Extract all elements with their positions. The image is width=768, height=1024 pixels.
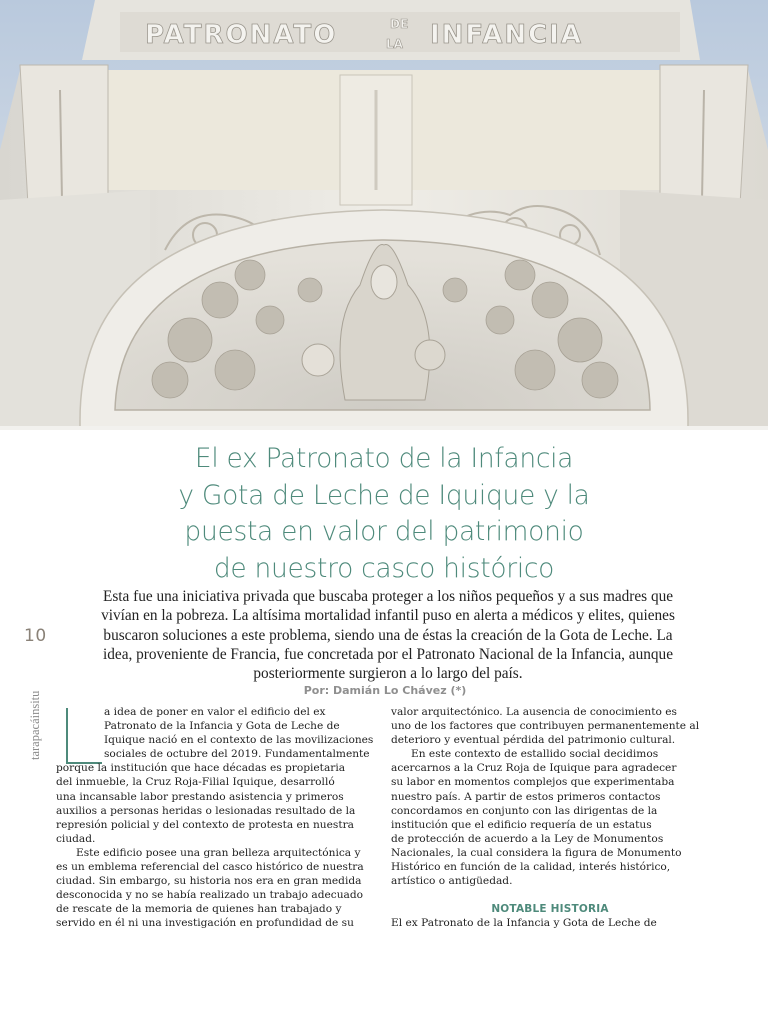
- page-number: 10: [24, 626, 47, 646]
- article-column-2: [391, 705, 709, 930]
- text-line: ciudad.: [56, 832, 96, 845]
- svg-text:DE: DE: [390, 17, 409, 31]
- svg-text:PATRONATO: PATRONATO: [145, 20, 338, 50]
- text-line: Nacionales, la cual considera la figura de Monumento: [391, 846, 682, 859]
- text-line: su labor en momentos complejos que experimentaba: [391, 776, 675, 789]
- text-line: deterioro y eventual pérdida del patrimonio cultural.: [391, 734, 676, 747]
- article-lead: [80, 587, 696, 683]
- text-line: sociales de octubre del 2019. Fundamentalmente: [104, 748, 370, 761]
- text-line: ciudad. Sin embargo, su historia nos era en gran medida: [56, 875, 362, 888]
- text-line: Patronato de la Infancia y Gota de Leche de: [104, 720, 340, 733]
- text-line: porque la institución que hace décadas es propietaria: [56, 762, 346, 775]
- text-line: nuestro país. A partir de estos primeros contactos: [391, 790, 661, 803]
- article-column-1: [56, 705, 374, 931]
- title-line: de nuestro casco histórico: [213, 552, 555, 584]
- section-subhead: NOTABLE HISTORIA: [491, 903, 609, 916]
- lead-line: idea, proveniente de Francia, fue concretada por el Patronato Nacional de la Infancia, aunque: [103, 645, 673, 663]
- text-line: uno de los factores que contribuyen permanentemente al: [391, 720, 700, 733]
- title-line: puesta en valor del patrimonio: [184, 516, 584, 547]
- text-line: Iquique nació en el contexto de las movilizaciones: [104, 734, 374, 747]
- text-line: acercarnos a la Cruz Roja de Iquique para agradecer: [391, 762, 677, 775]
- text-line: valor arquitectónico. La ausencia de conocimiento es: [391, 706, 677, 718]
- text-line: concordamos en conjunto con las dirigentas de la: [391, 804, 658, 817]
- lead-line: buscaron soluciones a este problema, siendo una de éstas la creación de la Gota de Leche. La: [103, 626, 673, 644]
- lead-line: posteriormente surgieron a lo largo del país.: [253, 665, 523, 683]
- text-line: El ex Patronato de la Infancia y Gota de Leche de: [391, 917, 657, 930]
- article-title: [120, 441, 648, 587]
- magazine-name: tarapacáinsitu: [28, 690, 42, 760]
- lead-line: vivían en la pobreza. La altísima mortalidad infantil puso en alerta a médicos y elites, quienes: [101, 607, 675, 625]
- lead-line: Esta fue una iniciativa privada que buscaba proteger a los niños pequeños y a sus madres que: [102, 588, 674, 605]
- text-line: artístico o antigüedad.: [391, 875, 513, 888]
- text-line: Este edificio posee una gran belleza arquitectónica y: [76, 846, 361, 859]
- text-line: es un emblema referencial del casco histórico de nuestra: [56, 861, 364, 874]
- text-line: de protección de acuerdo a la Ley de Monumentos: [391, 832, 664, 845]
- text-line: En este contexto de estallido social decidimos: [411, 748, 659, 761]
- text-line: institución que el edificio requería de un estatus: [391, 818, 652, 831]
- svg-text:INFANCIA: INFANCIA: [430, 20, 583, 50]
- title-line: El ex Patronato de la Infancia: [194, 443, 574, 474]
- text-line: una incansable labor prestando asistencia y primeros: [56, 790, 344, 803]
- facade-illustration: [0, 0, 768, 430]
- text-line: Histórico en función de la calidad, interés histórico,: [391, 861, 671, 874]
- text-line: represión policial y del contexto de protesta en nuestra: [56, 818, 354, 831]
- text-line: desconocida y no se había realizado un trabajo adecuado: [56, 889, 363, 902]
- text-line: a idea de poner en valor el edificio del ex: [104, 706, 326, 718]
- text-line: del inmueble, la Cruz Roja-Filial Iquique, desarrolló: [56, 776, 335, 789]
- svg-text:LA: LA: [386, 37, 403, 51]
- hero-photo: [0, 0, 768, 430]
- text-line: auxilios a personas heridas o lesionadas resultado de la: [56, 804, 356, 817]
- text-line: de rescate de la memoria de quienes han trabajado y: [56, 903, 342, 916]
- author-byline: Por: Damián Lo Chávez (*): [303, 684, 467, 697]
- title-line: y Gota de Leche de Iquique y la: [178, 479, 590, 511]
- text-line: servido en él ni una investigación en profundidad de su: [56, 917, 354, 930]
